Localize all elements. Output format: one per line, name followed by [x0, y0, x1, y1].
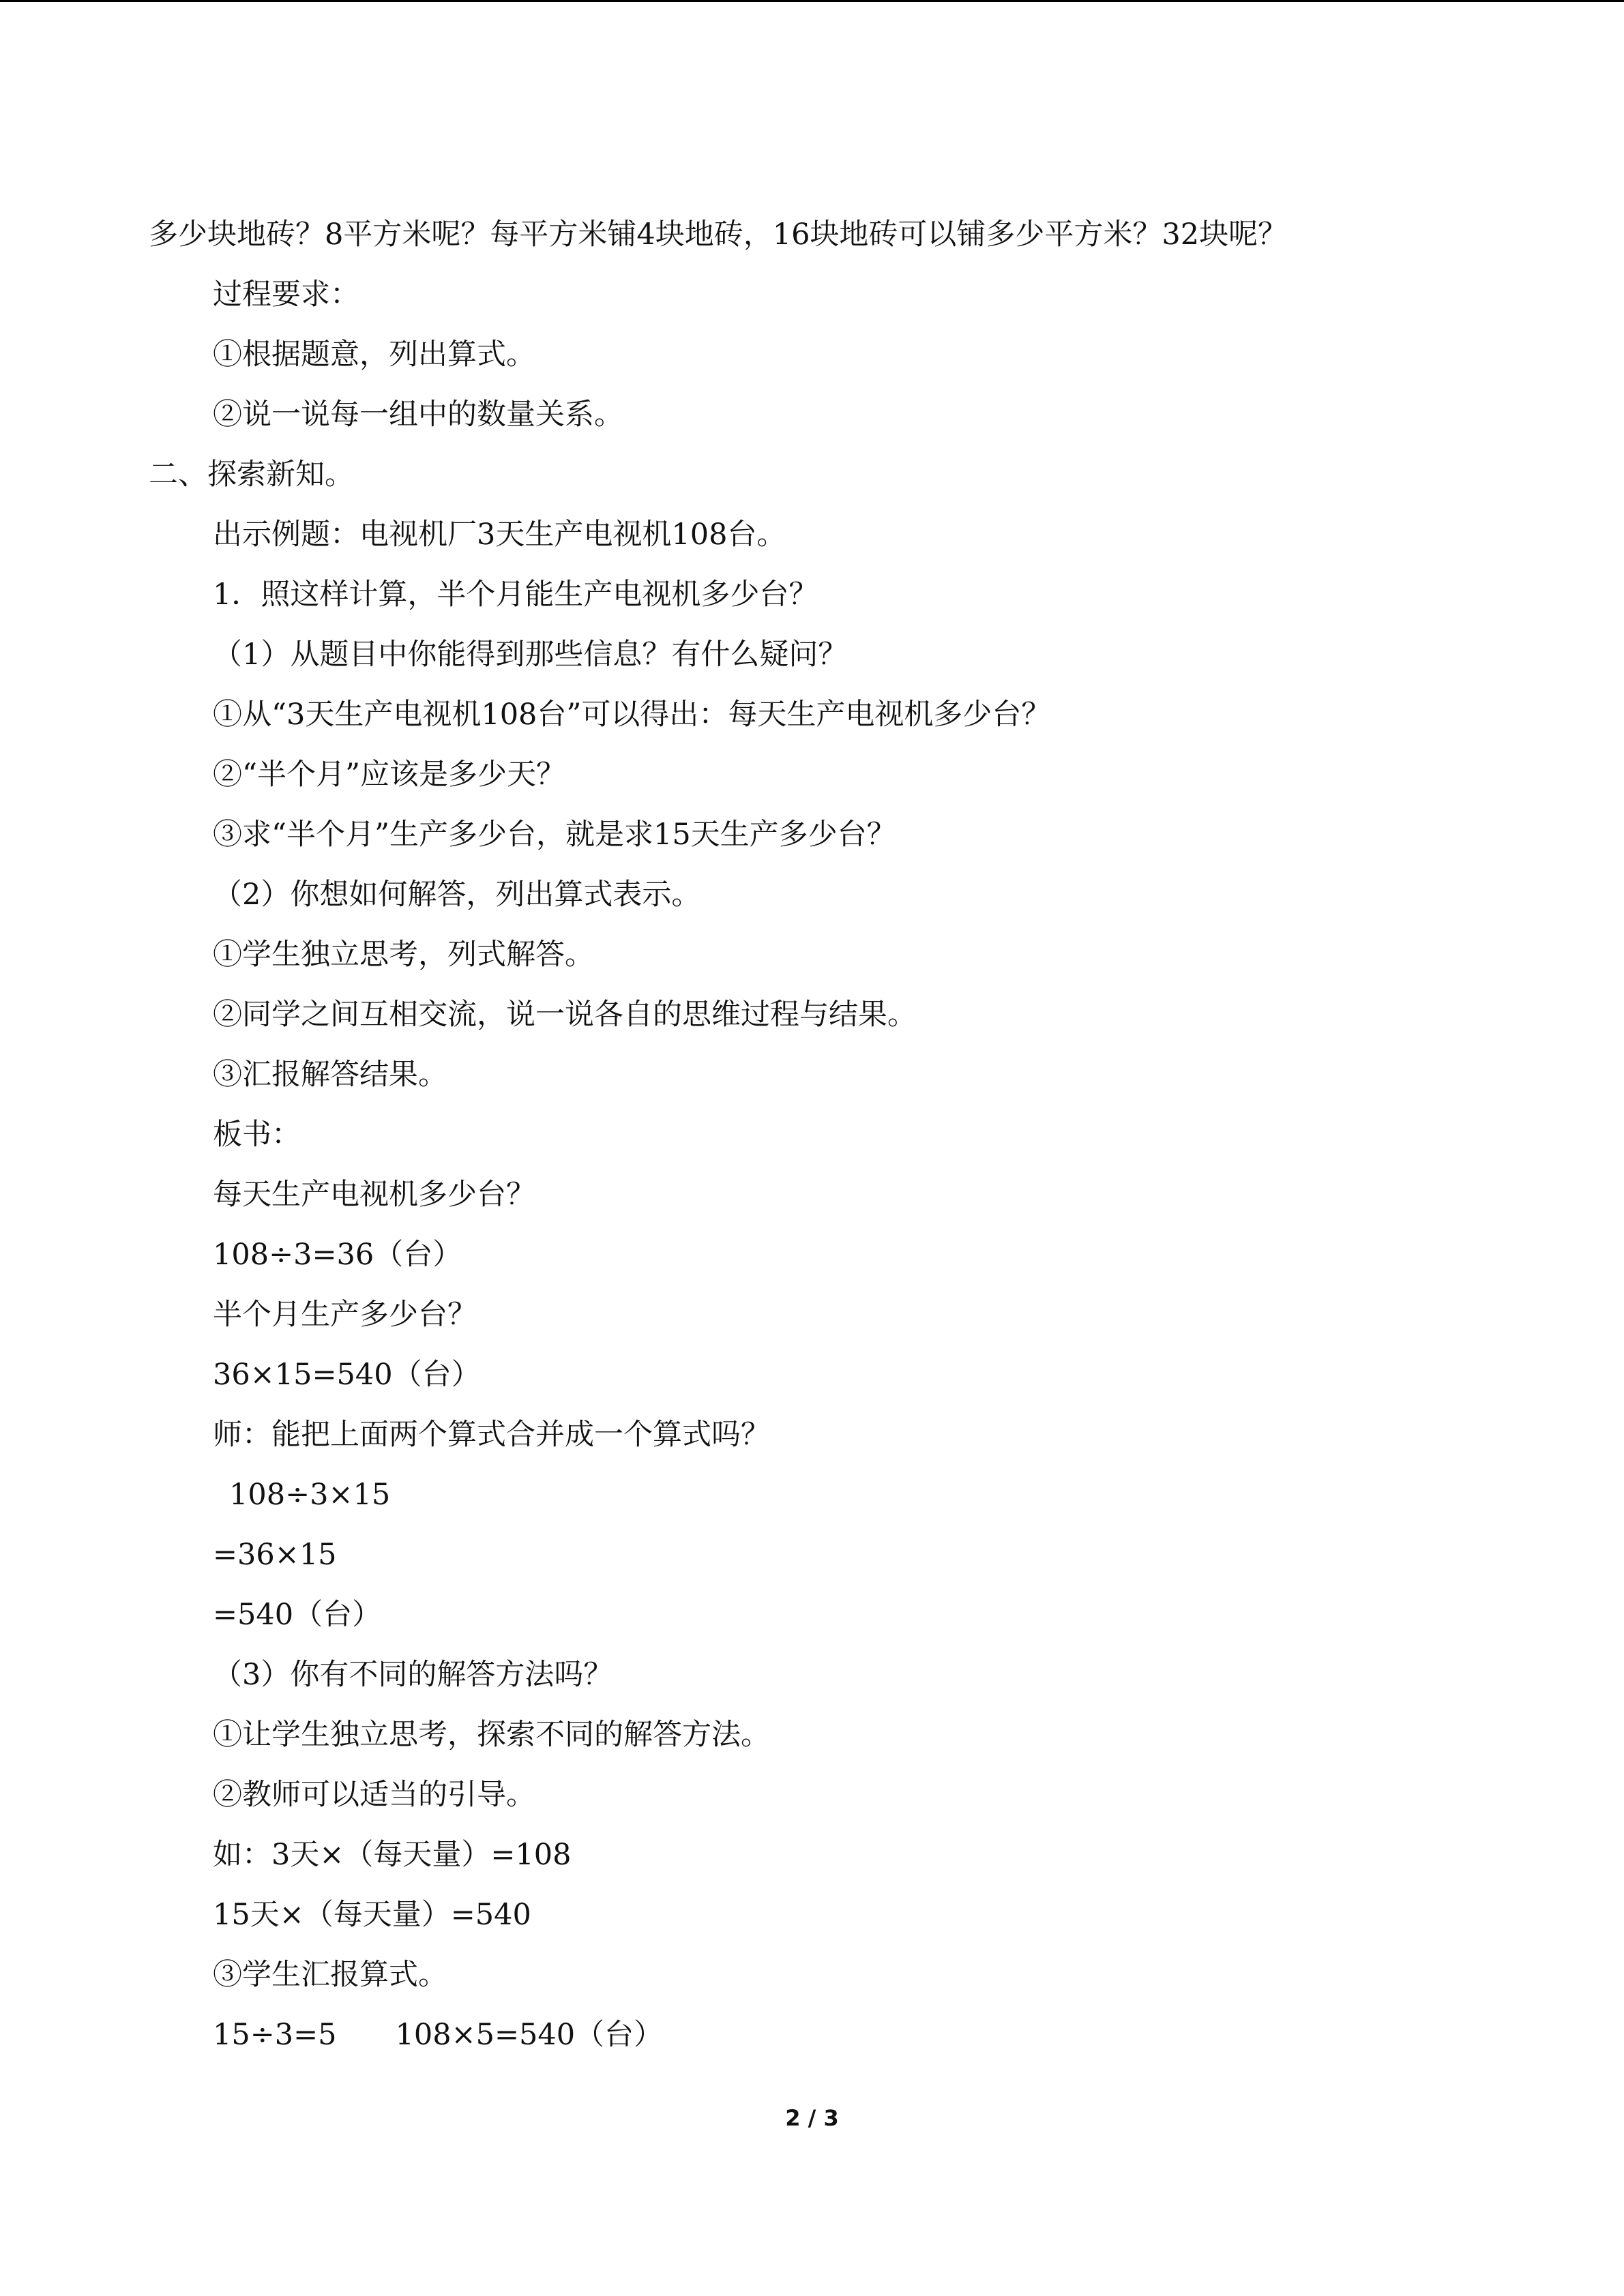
- text-line: ①学生独立思考，列式解答。: [213, 938, 594, 972]
- equation-line: 如：3天×（每天量）=108: [213, 1838, 572, 1872]
- text-line: ①根据题意，列出算式。: [213, 338, 535, 372]
- text-line: 过程要求：: [213, 278, 359, 312]
- text-line: 出示例题：电视机厂3天生产电视机108台。: [213, 518, 786, 552]
- text-line: （2）你想如何解答，列出算式表示。: [213, 878, 701, 912]
- text-line: 半个月生产多少台？: [213, 1298, 477, 1332]
- text-line: ③学生汇报算式。: [213, 1958, 447, 1992]
- equation-line: 108÷3=36（台）: [213, 1238, 462, 1272]
- text-line: ②说一说每一组中的数量关系。: [213, 398, 623, 432]
- text-line: ②同学之间互相交流，说一说各自的思维过程与结果。: [213, 998, 917, 1032]
- equation-line: 36×15=540（台）: [213, 1358, 481, 1392]
- text-line: ③汇报解答结果。: [213, 1058, 447, 1092]
- equation-line: 15÷3=5 108×5=540（台）: [213, 2018, 664, 2052]
- top-border-line: [0, 0, 1624, 2]
- text-line: ①让学生独立思考，探索不同的解答方法。: [213, 1718, 770, 1752]
- text-line: ②“半个月”应该是多少天？: [213, 758, 565, 792]
- text-line: 1．照这样计算，半个月能生产电视机多少台？: [213, 578, 818, 612]
- equation-line: 108÷3×15: [229, 1478, 391, 1512]
- text-line: 师：能把上面两个算式合并成一个算式吗？: [213, 1418, 770, 1452]
- text-line: ②教师可以适当的引导。: [213, 1778, 535, 1812]
- text-line: （3）你有不同的解答方法吗？: [213, 1658, 613, 1692]
- equation-line: =36×15: [213, 1538, 337, 1572]
- text-line: 每天生产电视机多少台？: [213, 1178, 535, 1212]
- text-line: ③求“半个月”生产多少台，就是求15天生产多少台？: [213, 818, 896, 852]
- page-number: 2 / 3: [785, 2105, 839, 2131]
- section-heading: 二、探索新知。: [149, 458, 354, 492]
- text-line: 多少块地砖？8平方米呢？每平方米铺4块地砖，16块地砖可以铺多少平方米？32块呢？: [149, 218, 1288, 252]
- text-line: （1）从题目中你能得到那些信息？有什么疑问？: [213, 638, 848, 672]
- text-line: 板书：: [213, 1118, 301, 1152]
- text-line: ①从“3天生产电视机108台”可以得出：每天生产电视机多少台？: [213, 698, 1051, 732]
- equation-line: 15天×（每天量）=540: [213, 1898, 531, 1932]
- equation-line: =540（台）: [213, 1598, 382, 1632]
